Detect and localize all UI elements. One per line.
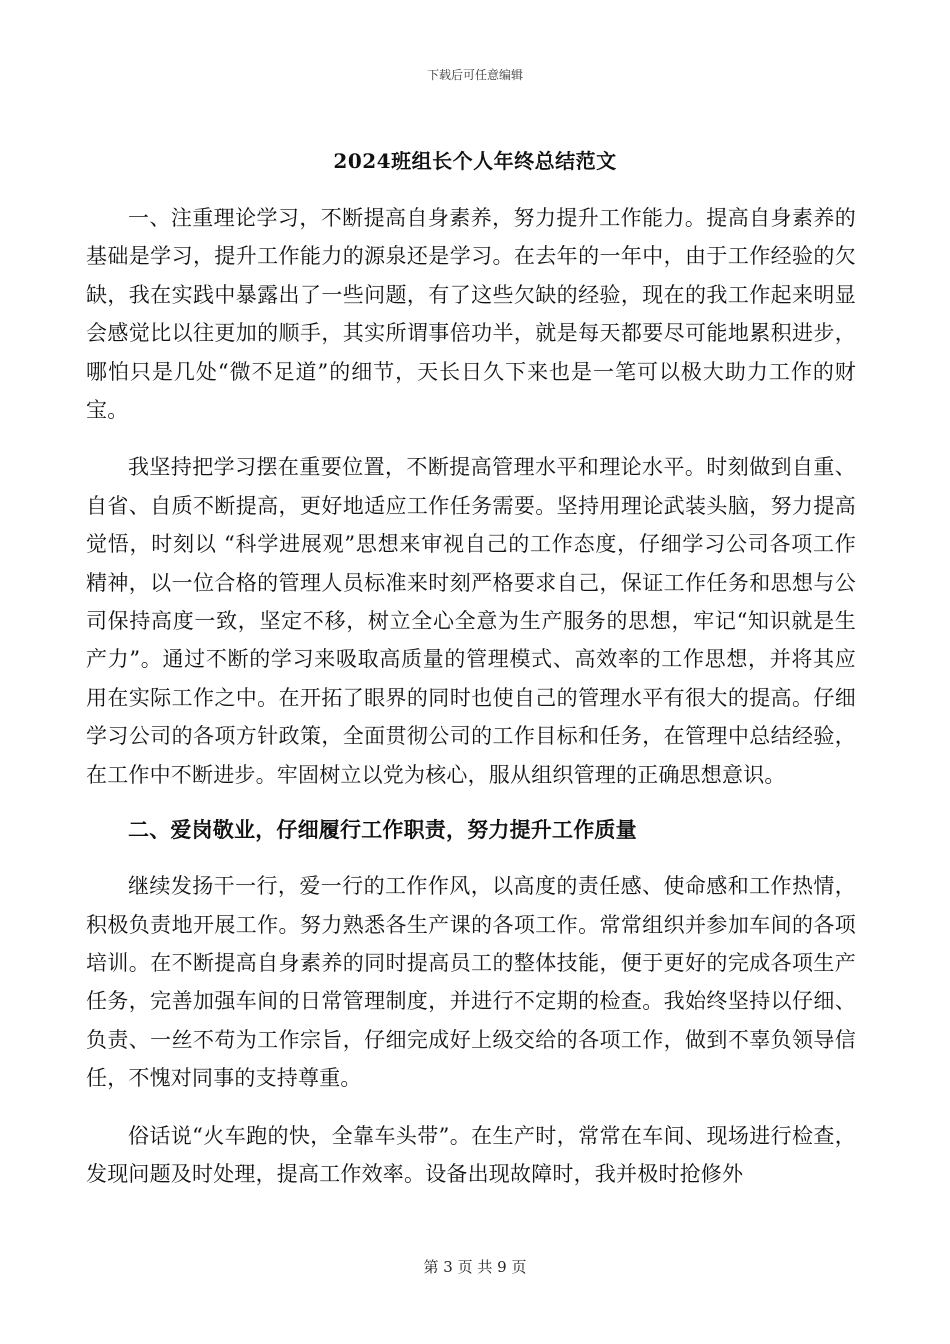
paragraph: 我坚持把学习摆在重要位置，不断提高管理水平和理论水平。时刻做到自重、自省、自质不断提高，更好地适应工作任务需要。坚持用理论武装头脑，努力提高觉悟，时刻以 “科学进展观”思想来审视自己的工作态度，仔细学习公司各项工作精神，以一位合格的管理人员标准来时刻严格要求自己，保证工作任务和思想与公司保持高度一致，坚定不移，树立全心全意为生产服务的思想，牢记“知识就是生产力”。通过不断的学习来吸取高质量的管理模式、高效率的工作思想，并将其应用在实际工作之中。在开拓了眼界的同时也使自己的管理水平有很大的提高。仔细学习公司的各项方针政策，全面贯彻公司的工作目标和任务，在管理中总结经验，在工作中不断进步。牢固树立以党为核心，服从组织管理的正确思想意识。 [86, 455, 856, 787]
page-indicator: 第 3 页 共 9 页 [423, 1258, 527, 1276]
paragraph: 俗话说“火车跑的快，全靠车头带”。在生产时，常常在车间、现场进行检查，发现问题及时处理，提高工作效率。设备出现故障时，我并极时抢修外 [86, 1123, 856, 1186]
document-title: 2024班组长个人年终总结范文 [333, 149, 617, 173]
document-body [86, 199, 856, 1212]
header-note: 下载后可任意编辑 [426, 68, 523, 82]
paragraph: 一、注重理论学习，不断提高自身素养，努力提升工作能力。提高自身素养的基础是学习，提升工作能力的源泉还是学习。在去年的一年中，由于工作经验的欠缺，我在实践中暴露出了一些问题，有了这些欠缺的经验，现在的我工作起来明显会感觉比以往更加的顺手，其实所谓事倍功半，就是每天都要尽可能地累积进步，哪怕只是几处“微不足道”的细节，天长日久下来也是一笔可以极大助力工作的财宝。 [86, 206, 856, 423]
paragraph: 继续发扬干一行，爱一行的工作作风，以高度的责任感、使命感和工作热情，积极负责地开展工作。努力熟悉各生产课的各项工作。常常组织并参加车间的各项培训。在不断提高自身素养的同时提高员工的整体技能，便于更好的完成各项生产任务，完善加强车间的日常管理制度，并进行不定期的检查。我始终坚持以仔细、负责、一丝不苟为工作宗旨，仔细完成好上级交给的各项工作，做到不辜负领导信任，不愧对同事的支持尊重。 [86, 874, 856, 1091]
section-heading: 二、爱岗敬业，仔细履行工作职责，努力提升工作质量 [128, 817, 637, 843]
